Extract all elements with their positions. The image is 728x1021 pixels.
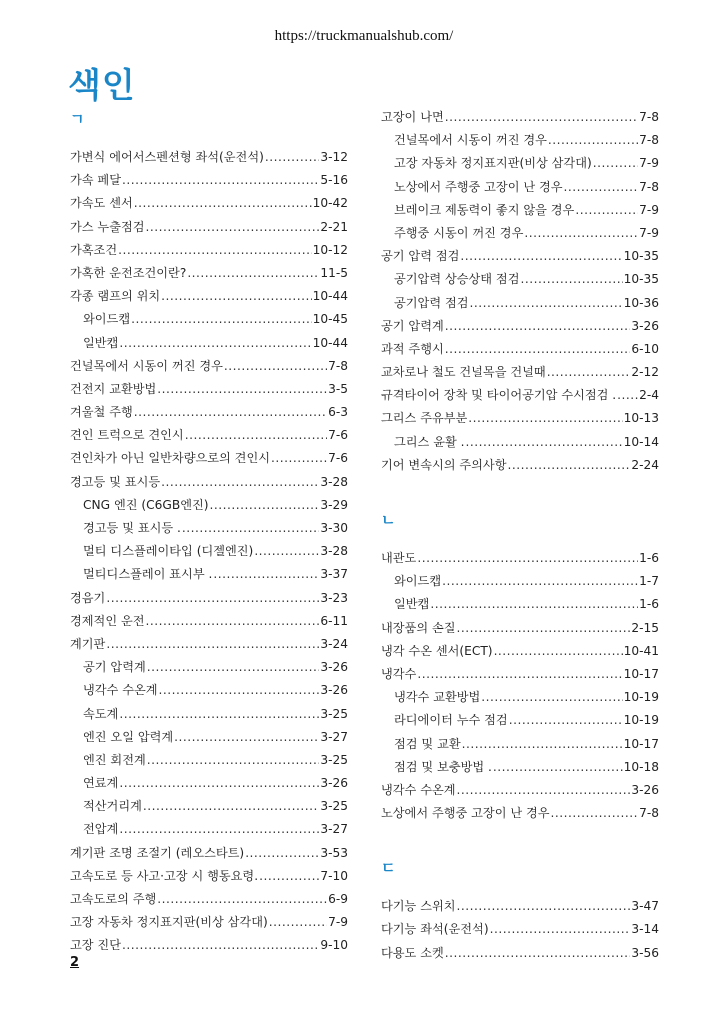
dot-leader [466, 431, 623, 454]
entry-term: 냉각수 [381, 666, 417, 681]
dot-leader [575, 199, 638, 222]
index-entry [70, 192, 348, 215]
entry-term: 견인 트럭으로 견인시 [70, 428, 184, 443]
index-entry [381, 106, 659, 129]
index-entry [381, 315, 659, 338]
entry-page: 9-10 [320, 938, 348, 953]
index-entry [381, 361, 659, 384]
entry-term: 공기 압력 점검 [381, 249, 460, 264]
entry-term: 냉각수 수온계 [83, 683, 158, 698]
entry-page: 3-26 [320, 660, 348, 675]
entry-term: 라디에이터 누수 점검 [394, 713, 508, 728]
index-subentry [70, 795, 348, 818]
entry-term: 고장 진단 [70, 938, 121, 953]
dot-leader [457, 779, 631, 802]
entry-page: 11-5 [320, 265, 348, 280]
dot-leader [548, 129, 638, 152]
dot-leader [119, 772, 319, 795]
dot-leader [119, 818, 319, 841]
entry-term: 경고등 및 표시등 . [83, 521, 181, 535]
index-entry [70, 262, 348, 285]
entry-term: 속도계 [83, 706, 119, 721]
entry-page: 3-27 [320, 822, 348, 837]
index-entry [70, 633, 348, 656]
entry-term: 경음기 [70, 590, 106, 605]
entry-term: 고장 자동차 정지표지판(비상 삼각대) [394, 156, 592, 171]
index-entry [381, 454, 659, 477]
entry-page: 6-11 [320, 613, 348, 628]
entry-term: 내장품의 손질 [381, 620, 456, 635]
dot-leader [213, 563, 319, 586]
index-entry [70, 355, 348, 378]
entry-page: 3-53 [320, 845, 348, 860]
entry-term: 고장이 나면 [381, 110, 444, 124]
entry-page: 10-17 [623, 736, 659, 751]
dot-leader [254, 540, 319, 563]
entry-page: 10-44 [312, 289, 348, 304]
dot-leader [119, 332, 311, 355]
dot-leader [134, 192, 312, 215]
dot-leader [417, 663, 622, 686]
entry-page: 3-28 [320, 474, 348, 489]
dot-leader [269, 911, 327, 934]
index-subentry [70, 540, 348, 563]
dot-leader [445, 942, 631, 965]
entry-page: 10-44 [312, 335, 348, 350]
index-entry [70, 842, 348, 865]
entry-page: 7-8 [639, 806, 659, 821]
entry-page: 7-9 [639, 225, 659, 240]
dot-leader [187, 262, 319, 285]
index-entry [70, 285, 348, 308]
dot-leader [265, 146, 319, 169]
index-subentry [381, 686, 659, 709]
entry-term: 점검 및 교환 [394, 736, 461, 751]
entry-page: 3-25 [320, 799, 348, 814]
entry-page: 2-24 [631, 457, 659, 472]
index-subentry [381, 152, 659, 175]
page-title: 색인 [68, 66, 136, 106]
entry-page: 10-45 [312, 312, 348, 327]
dot-leader [122, 934, 319, 957]
dot-leader [470, 292, 623, 315]
dot-leader [547, 361, 631, 384]
entry-page: 3-29 [320, 497, 348, 512]
entry-term: 멀티 디스플레이타입 (디젤엔진) [83, 544, 254, 559]
entry-term: 계기판 [70, 636, 106, 651]
entry-term: 견인차가 아닌 일반차량으로의 견인시 [70, 451, 270, 466]
dot-leader [617, 384, 638, 407]
index-entry [70, 587, 348, 610]
entry-term: 가스 누출점검 [70, 219, 145, 234]
entry-term: 공기압력 상승상태 점검 [394, 272, 520, 287]
dot-leader [593, 152, 638, 175]
page-number: 2 [70, 955, 80, 970]
dot-leader [159, 679, 320, 702]
dot-leader [106, 587, 319, 610]
dot-leader [224, 355, 327, 378]
dot-leader [182, 517, 319, 540]
entry-page: 3-25 [320, 752, 348, 767]
entry-page: 1-6 [639, 551, 659, 565]
index-subentry [70, 563, 348, 586]
index-subentry [381, 431, 659, 454]
entry-page: 10-14 [623, 434, 659, 449]
entry-page: 10-35 [623, 249, 659, 264]
section-letter: ㄱ [70, 110, 85, 128]
entry-term: 과적 주행시 [381, 341, 444, 356]
dot-leader [520, 268, 622, 291]
entry-term: 그리스 윤활 . [394, 434, 465, 449]
index-entry [381, 547, 659, 570]
entry-term: 경고등 및 표시등 [70, 474, 161, 489]
dot-leader [271, 447, 327, 470]
entry-term: 교차로나 철도 건널목을 건널때 [381, 365, 546, 380]
dot-leader [157, 378, 327, 401]
entry-page: 3-56 [631, 945, 659, 960]
dot-leader [185, 424, 327, 447]
entry-term: 고속도로 등 사고·고장 시 행동요령. [70, 868, 259, 883]
index-entry [70, 239, 348, 262]
entry-term: 건전지 교환방법 [70, 381, 157, 396]
index-entry [70, 865, 348, 888]
entry-term: 연료계 [83, 776, 119, 791]
index-subentry [70, 703, 348, 726]
index-subentry [70, 656, 348, 679]
entry-page: 6-9 [328, 892, 348, 906]
entry-term: 가변식 에어서스펜션형 좌석(운전석) [70, 150, 264, 164]
index-entry [70, 610, 348, 633]
entry-page: 10-35 [623, 272, 659, 287]
entry-term: 브레이크 제동력이 좋지 않을 경우 [394, 202, 575, 217]
section-letter: ㄷ [381, 859, 396, 878]
index-entry [70, 146, 348, 169]
entry-page: 10-18 [623, 759, 659, 774]
dot-leader [445, 106, 638, 129]
index-entry [381, 942, 659, 965]
section-letter: ㄴ [381, 511, 396, 529]
dot-leader [161, 285, 311, 308]
entry-page: 3-26 [320, 776, 348, 791]
entry-term: 주행중 시동이 꺼진 경우 [394, 225, 524, 240]
index-subentry [381, 756, 659, 779]
source-url[interactable]: https://truckmanualshub.com/ [274, 28, 454, 44]
dot-leader [146, 216, 320, 239]
entry-term: CNG 엔진 (C6GB엔진) [83, 497, 209, 512]
entry-term: 냉각수 수온계 [381, 782, 456, 797]
entry-page: 1-6 [639, 597, 659, 612]
index-subentry [381, 268, 659, 291]
dot-leader [481, 686, 622, 709]
index-entry [381, 918, 659, 941]
entry-term: 공기 압력계 [83, 660, 146, 675]
entry-term: 다용도 소켓 [381, 945, 444, 960]
dot-leader [134, 401, 327, 424]
index-entry [381, 245, 659, 268]
entry-page: 5-16 [320, 173, 348, 188]
entry-term: 가속 페달 [70, 173, 121, 188]
entry-term: 기어 변속시의 주의사항 [381, 457, 507, 472]
dot-leader [157, 888, 327, 911]
entry-page: 7-10 [320, 868, 348, 883]
entry-term: 적산거리계 [83, 799, 142, 814]
entry-term: 각종 램프의 위치 [70, 289, 161, 304]
entry-page: 2-4 [639, 388, 659, 403]
index-entry [70, 424, 348, 447]
entry-term: 계기판 조명 조절기 (레오스타트) [70, 845, 245, 860]
index-entry [70, 471, 348, 494]
entry-term: 노상에서 주행중 고장이 난 경우 [381, 806, 550, 821]
entry-term: 가혹한 운전조건이란? [70, 265, 187, 280]
dot-leader [147, 656, 320, 679]
entry-term: 내관도 [381, 551, 417, 565]
index-subentry [70, 517, 348, 540]
dot-leader [122, 169, 319, 192]
dot-leader [147, 749, 320, 772]
index-entry [381, 779, 659, 802]
dot-leader [430, 593, 638, 616]
entry-term: 와이드캡 [83, 312, 131, 327]
index-entry [381, 407, 659, 430]
index-entry [70, 216, 348, 239]
entry-term: 와이드캡 [394, 574, 442, 589]
entry-page: 3-12 [320, 150, 348, 164]
entry-term: 공기압력 점검 [394, 295, 469, 310]
index-subentry [381, 733, 659, 756]
entry-term: 일반캡 [83, 335, 119, 350]
index-subentry [70, 332, 348, 355]
entry-page: 3-37 [320, 567, 348, 582]
index-entry [381, 895, 659, 918]
entry-page: 6-10 [631, 341, 659, 356]
entry-page: 10-36 [623, 295, 659, 310]
index-subentry [381, 593, 659, 616]
entry-term: 겨울철 주행 [70, 405, 133, 420]
dot-leader [210, 494, 320, 517]
entry-page: 7-9 [328, 915, 348, 930]
entry-page: 3-26 [320, 683, 348, 698]
entry-page: 3-26 [631, 782, 659, 797]
index-subentry [381, 570, 659, 593]
dot-leader [119, 703, 319, 726]
entry-page: 7-8 [639, 110, 659, 124]
entry-page: 10-13 [623, 411, 659, 426]
dot-leader [245, 842, 319, 865]
entry-page: 10-19 [623, 690, 659, 705]
entry-page: 7-6 [328, 451, 348, 466]
entry-term: 건널목에서 시동이 꺼진 경우 [70, 358, 223, 373]
entry-page: 10-41 [623, 643, 659, 658]
entry-term: 가속도 센서 [70, 196, 133, 211]
index-entry [381, 338, 659, 361]
dot-leader [490, 918, 631, 941]
index-subentry [70, 772, 348, 795]
entry-page: 10-12 [312, 242, 348, 257]
index-subentry [381, 199, 659, 222]
entry-page: 3-47 [631, 899, 659, 914]
entry-page: 7-8 [328, 358, 348, 373]
index-entry [381, 663, 659, 686]
entry-term: 공기 압력계 [381, 318, 444, 333]
dot-leader [509, 709, 623, 732]
entry-term: 엔진 오일 압력계 [83, 729, 174, 744]
index-subentry [381, 222, 659, 245]
index-entry [70, 934, 348, 957]
entry-term: 규격타이어 장착 및 타이어공기압 수시점검 . [381, 388, 617, 403]
dot-leader [462, 733, 623, 756]
index-column-left [70, 106, 348, 958]
index-column-right [381, 106, 659, 965]
entry-term: 전압계 [83, 822, 119, 837]
entry-term: 멀티디스플레이 표시부 . [83, 567, 213, 582]
entry-page: 7-9 [639, 156, 659, 171]
dot-leader [106, 633, 319, 656]
section-gap [381, 477, 659, 507]
entry-page: 2-15 [631, 620, 659, 635]
index-subentry [381, 176, 659, 199]
entry-page: 2-21 [320, 219, 348, 234]
dot-leader [143, 795, 319, 818]
index-entry [70, 888, 348, 911]
entry-page: 7-8 [639, 179, 659, 194]
entry-term: 냉각수 교환방법 [394, 690, 481, 705]
entry-page: 3-24 [320, 636, 348, 651]
index-entry [381, 802, 659, 825]
entry-page: 3-28 [320, 544, 348, 559]
entry-page: 3-30 [320, 521, 348, 535]
entry-page: 7-8 [639, 133, 659, 148]
dot-leader [524, 222, 638, 245]
dot-leader [417, 547, 638, 570]
dot-leader [445, 338, 631, 361]
entry-page: 10-19 [623, 713, 659, 728]
entry-term: 가혹조건 [70, 242, 118, 257]
dot-leader [131, 308, 311, 331]
section-gap [381, 825, 659, 855]
index-subentry [70, 308, 348, 331]
entry-term: 건널목에서 시동이 꺼진 경우 [394, 133, 547, 148]
entry-page: 10-42 [312, 196, 348, 211]
entry-page: 6-3 [328, 405, 348, 420]
index-entry [70, 169, 348, 192]
dot-leader [118, 239, 311, 262]
index-subentry [70, 749, 348, 772]
dot-leader [507, 454, 630, 477]
entry-page: 3-26 [631, 318, 659, 333]
entry-term: 고장 자동차 정지표지판(비상 삼각대) [70, 915, 268, 930]
dot-leader [564, 176, 639, 199]
index-entry [381, 617, 659, 640]
entry-term: 일반캡 [394, 597, 430, 612]
dot-leader [445, 315, 631, 338]
dot-leader [493, 756, 623, 779]
index-subentry [381, 129, 659, 152]
index-subentry [70, 726, 348, 749]
dot-leader [442, 570, 638, 593]
entry-page: 3-25 [320, 706, 348, 721]
entry-page: 3-14 [631, 922, 659, 937]
entry-page: 7-9 [639, 202, 659, 217]
index-entry [381, 384, 659, 407]
index-entry [70, 911, 348, 934]
dot-leader [551, 802, 639, 825]
entry-page: 3-27 [320, 729, 348, 744]
index-entry [381, 640, 659, 663]
entry-page: 1-7 [639, 574, 659, 589]
dot-leader [457, 895, 631, 918]
entry-term: 엔진 회전계 [83, 752, 146, 767]
dot-leader [146, 610, 320, 633]
entry-term: 노상에서 주행중 고장이 난 경우 [394, 179, 563, 194]
dot-leader [457, 617, 631, 640]
dot-leader [259, 865, 319, 888]
entry-page: 3-5 [328, 381, 348, 396]
entry-term: 고속도로의 주행 [70, 892, 157, 906]
entry-term: 다기능 스위치 [381, 899, 456, 914]
entry-page: 7-6 [328, 428, 348, 443]
dot-leader [468, 407, 622, 430]
index-subentry [70, 494, 348, 517]
entry-page: 10-17 [623, 666, 659, 681]
entry-term: 경제적인 운전 [70, 613, 145, 628]
dot-leader [494, 640, 623, 663]
entry-term: 다기능 좌석(운전석) [381, 922, 489, 937]
entry-page: 3-23 [320, 590, 348, 605]
dot-leader [460, 245, 622, 268]
dot-leader [161, 471, 319, 494]
dot-leader [174, 726, 319, 749]
entry-term: 점검 및 보충방법 . [394, 759, 492, 774]
entry-term: 냉각 수온 센서(ECT) [381, 643, 493, 658]
index-entry [70, 401, 348, 424]
index-subentry [70, 679, 348, 702]
index-subentry [70, 818, 348, 841]
entry-page: 2-12 [631, 365, 659, 380]
index-entry [70, 447, 348, 470]
index-entry [70, 378, 348, 401]
index-subentry [381, 292, 659, 315]
index-subentry [381, 709, 659, 732]
entry-term: 그리스 주유부분 [381, 411, 468, 426]
